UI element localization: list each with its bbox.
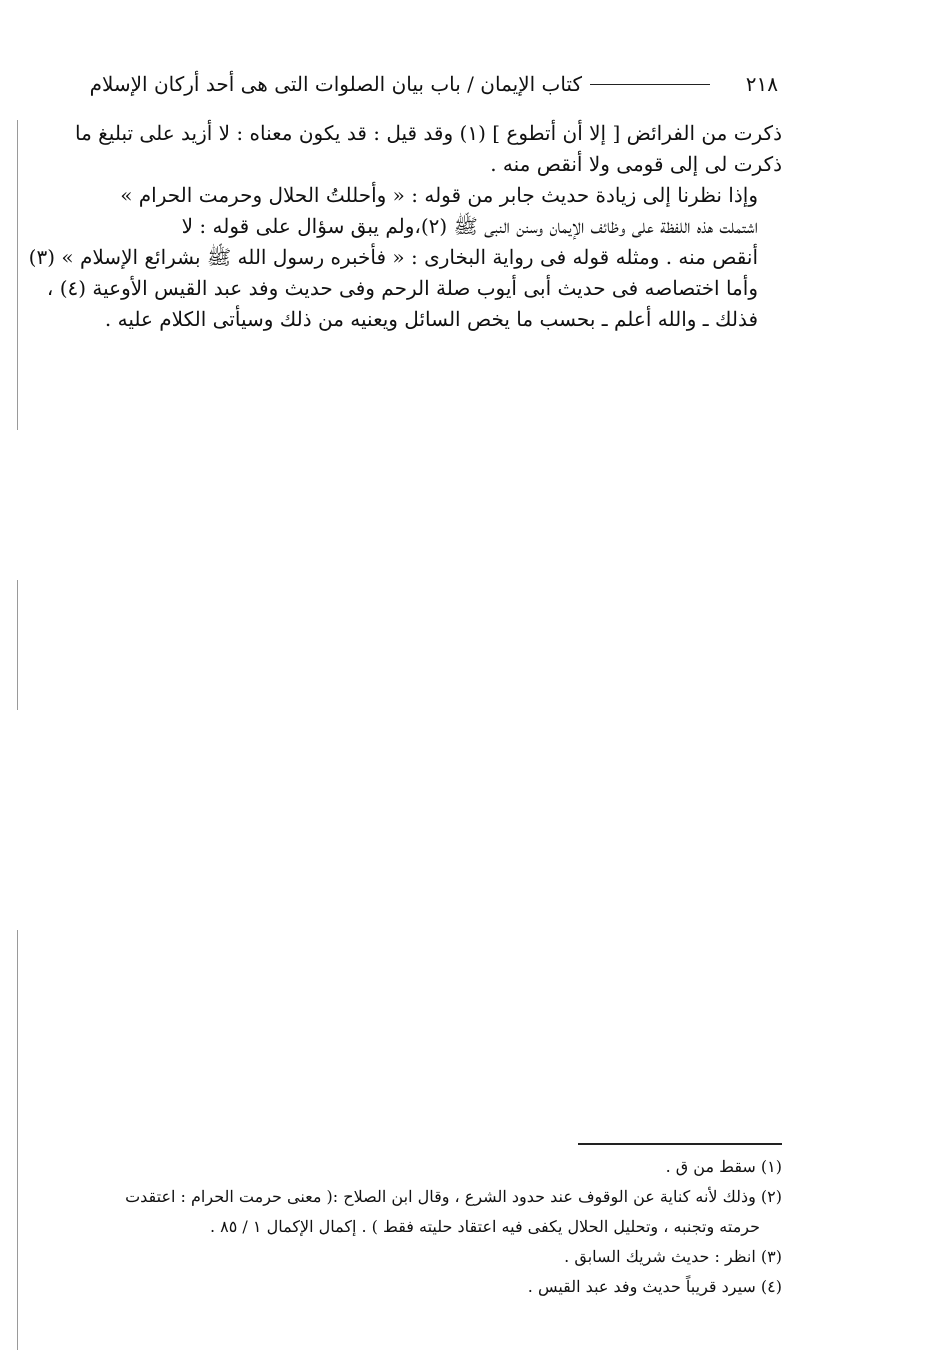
running-title: كتاب الإيمان / باب بيان الصلوات التى هى أحد أركان الإسلام xyxy=(89,72,582,96)
page-number: ٢١٨ xyxy=(745,72,778,96)
footnote-line: (٢) وذلك لأنه كناية عن الوقوف عند حدود الشرع ، وقال ابن الصلاح :( معنى حرمت الحرام : اعتقدت xyxy=(125,1187,782,1206)
paragraph xyxy=(50,118,782,180)
text-line: وإذا نظرنا إلى زيادة حديث جابر من قوله : « وأحللتُ الحلال وحرمت الحرام » xyxy=(120,183,758,207)
main-text xyxy=(28,118,782,335)
footnote-separator xyxy=(578,1143,782,1145)
text-line: ذكرت من الفرائض [ إلا أن أتطوع ] (١) وقد قيل : قد يكون معناه : لا أزيد على تبليغ ما xyxy=(75,121,782,145)
text-line: أنقص منه . ومثله قوله فى رواية البخارى : « فأخبره رسول الله ﷺ بشرائع الإسلام » (٣) xyxy=(28,245,758,269)
footnotes xyxy=(50,1152,782,1302)
scan-edge-line xyxy=(17,580,18,710)
footnote xyxy=(50,1242,782,1272)
text-line: ذكرت لى إلى قومى ولا أنقص منه . xyxy=(490,152,782,176)
scan-edge-line xyxy=(17,120,18,430)
footnote-line: (١) سقط من ق . xyxy=(665,1157,782,1176)
header-rule xyxy=(590,84,710,85)
scan-edge-line xyxy=(17,930,18,1350)
footnote xyxy=(50,1152,782,1182)
footnote-line: حرمته وتجنبه ، وتحليل الحلال يكفى فيه اعتقاد حليته فقط ) . إكمال الإكمال ١ / ٨٥ . xyxy=(209,1217,760,1236)
text-line: فذلك ـ والله أعلم ـ بحسب ما يخص السائل ويعنيه من ذلك وسيأتى الكلام عليه . xyxy=(104,307,758,331)
footnote xyxy=(50,1182,782,1242)
paragraph xyxy=(28,180,782,335)
text-line: وأما اختصاصه فى حديث أبى أيوب صلة الرحم وفى حديث وفد عبد القيس الأوعية (٤) ، xyxy=(46,276,758,300)
text-line: اشتملت هذه اللفظة على وظائف الإيمان وسنن النبى ﷺ (٢)،ولم يبق سؤال على قوله : لا xyxy=(181,214,758,238)
footnote-line: (٤) سيرد قريباً حديث وفد عبد القيس . xyxy=(527,1277,782,1296)
footnote xyxy=(50,1272,782,1302)
footnote-line: (٣) انظر : حديث شريك السابق . xyxy=(564,1247,782,1266)
